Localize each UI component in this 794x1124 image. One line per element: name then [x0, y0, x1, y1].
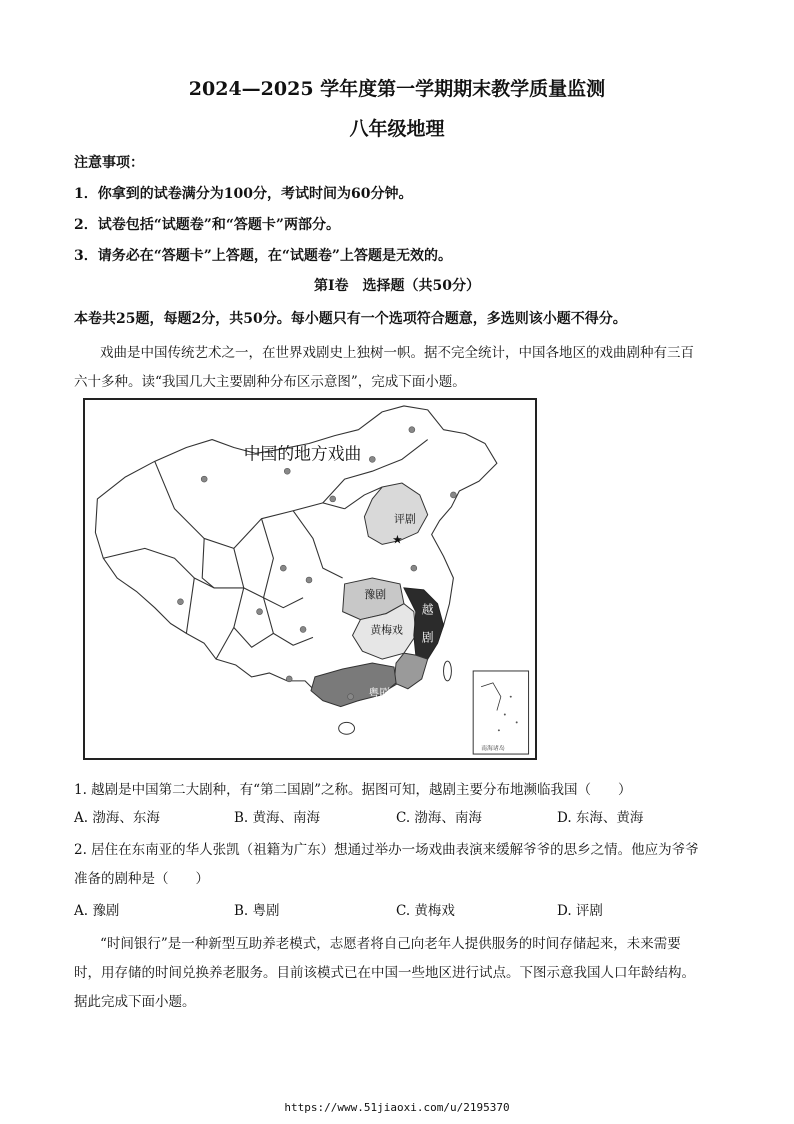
- taiwan-island: [444, 661, 452, 681]
- inset-label: 南海诸岛: [481, 745, 505, 753]
- label-pingju: 评剧: [394, 512, 416, 526]
- q2-option-c: C. 黄梅戏: [396, 903, 455, 919]
- opera-map: [83, 398, 537, 760]
- q1-option-d: D. 东海、黄海: [557, 810, 644, 826]
- capital-star-icon: ★: [392, 532, 403, 547]
- map-title: 中国的地方戏曲: [243, 443, 362, 464]
- notice-heading: 注意事项：: [74, 155, 144, 171]
- south-sea-inset: [473, 671, 528, 754]
- section-instructions: 本卷共25题，每题2分，共50分。每小题只有一个选项符合题意，多选则该小题不得分。: [74, 311, 627, 327]
- q1-option-c: C. 渤海、南海: [396, 810, 482, 826]
- label-cantonese: 粤剧: [368, 686, 391, 700]
- label-huangmeixi: 黄梅戏: [370, 623, 403, 637]
- section-heading: 第Ⅰ卷 选择题（共50分）: [313, 278, 481, 294]
- q2-option-b: B. 粤剧: [234, 903, 280, 919]
- exam-title: 2024—2025 学年度第一学期期末教学质量监测: [188, 78, 606, 100]
- q1-stem: 1. 越剧是中国第二大剧种，有“第二国剧”之称。据图可知，越剧主要分布地濒临我国（ ）: [74, 782, 632, 798]
- label-yueju-1: 越: [421, 602, 434, 617]
- passage2-line2: 时，用存储的时间兑换养老服务。目前该模式已在中国一些地区进行试点。下图示意我国人口年龄结构。: [74, 965, 695, 981]
- china-map-svg: [85, 400, 535, 758]
- hainan-island: [339, 722, 355, 734]
- passage1-line2: 六十多种。读“我国几大主要剧种分布区示意图”，完成下面小题。: [74, 374, 466, 390]
- exam-subtitle: 八年级地理: [349, 118, 445, 140]
- q2-option-d: D. 评剧: [557, 903, 603, 919]
- q2-option-a: A. 豫剧: [74, 903, 120, 919]
- region-fujian: [394, 653, 428, 689]
- q2-stem-line2: 准备的剧种是（ ）: [74, 871, 209, 887]
- notice-item-1: 1．你拿到的试卷满分为100分，考试时间为60分钟。: [74, 186, 413, 202]
- q2-stem-line1: 2. 居住在东南亚的华人张凯（祖籍为广东）想通过举办一场戏曲表演来缓解爷爷的思乡之情。他应为爷爷: [74, 842, 699, 858]
- footer-link[interactable]: https://www.51jiaoxi.com/u/2195370: [284, 1101, 510, 1114]
- label-yueju-2: 剧: [421, 630, 434, 645]
- notice-item-3: 3．请务必在“答题卡”上答题，在“试题卷”上答题是无效的。: [74, 248, 452, 264]
- label-yuju: 豫剧: [364, 587, 387, 601]
- passage2-line3: 据此完成下面小题。: [74, 994, 196, 1010]
- q1-option-b: B. 黄海、南海: [234, 810, 321, 826]
- passage2-line1: “时间银行”是一种新型互助养老模式，志愿者将自己向老年人提供服务的时间存储起来，未来需要: [100, 936, 681, 952]
- notice-item-2: 2．试卷包括“试题卷”和“答题卡”两部分。: [74, 217, 340, 233]
- q1-option-a: A. 渤海、东海: [74, 810, 160, 826]
- passage1-line1: 戏曲是中国传统艺术之一，在世界戏剧史上独树一帜。据不完全统计，中国各地区的戏曲剧种有三百: [100, 345, 694, 361]
